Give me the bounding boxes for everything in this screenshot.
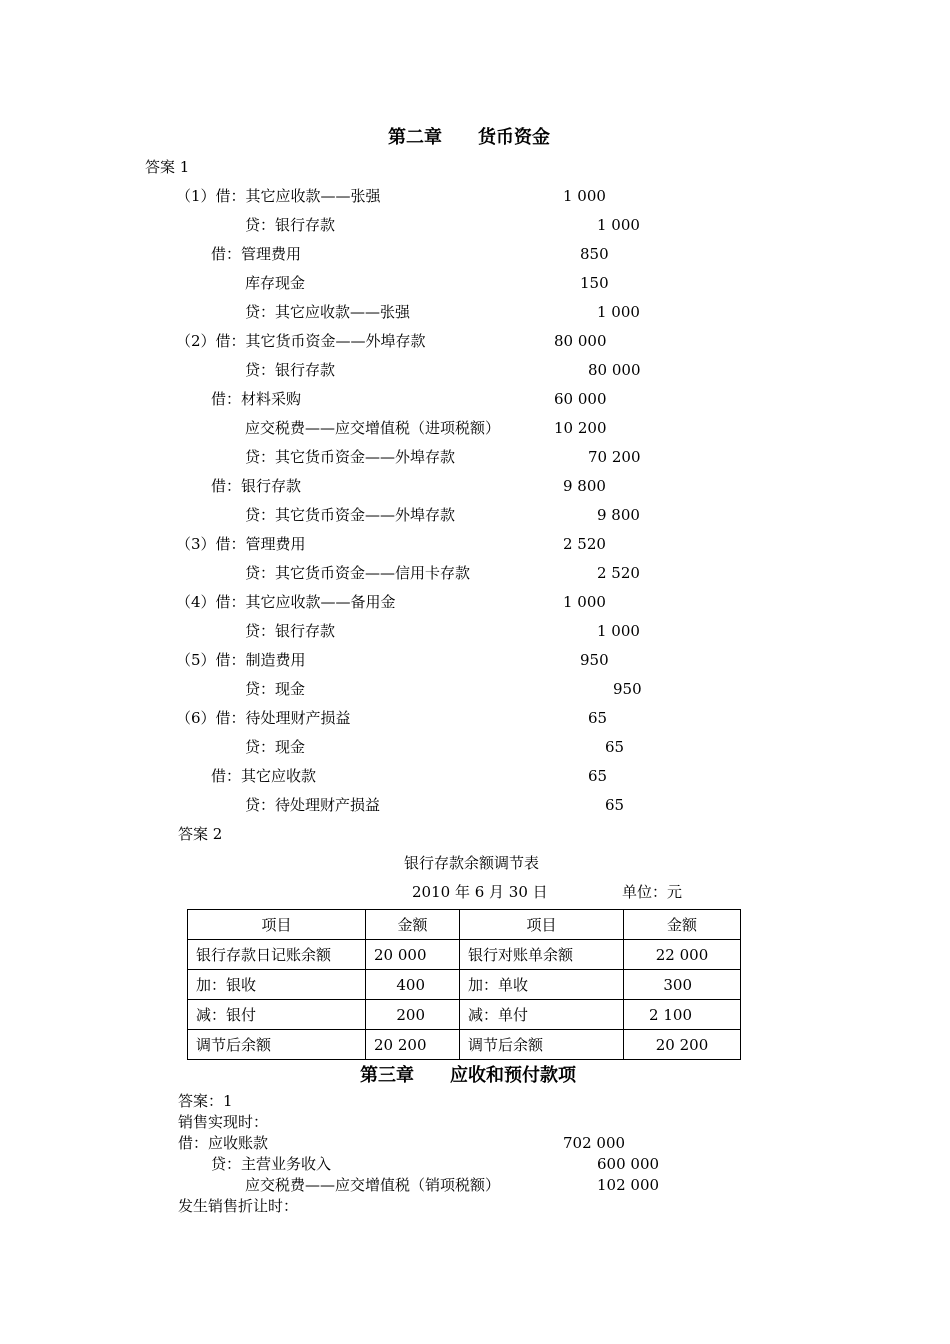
entry-amount: 600 000 [597,1155,660,1173]
entry-amount: 1 000 [563,187,606,205]
entry-amount: 1 000 [597,303,640,321]
entry-label: 借：材料采购 [211,390,302,408]
table-row [188,940,741,970]
entry-label: （2）借：其它货币资金——外埠存款 [176,332,426,350]
entry-label: 借：应收账款 [178,1134,269,1152]
entry-amount: 9 800 [563,477,606,495]
reconciliation-table [187,909,741,1060]
entry-label: 应交税费——应交增值税（进项税额） [245,419,501,437]
header-cell: 项目 [188,910,366,940]
table-cell: 2 100 [624,1000,741,1030]
entry-label: 库存现金 [245,274,306,292]
answer-label: 答案：1 [178,1092,233,1110]
entry-label: 贷：其它应收款——张强 [245,303,411,321]
entry-label: 借：银行存款 [211,477,302,495]
entry-label: 贷：现金 [245,680,306,698]
entry-amount: 80 000 [588,361,641,379]
table-cell: 300 [624,970,741,1000]
answer-label: 答案 2 [178,825,223,843]
table-cell: 加：单收 [460,970,624,1000]
table-cell: 20 200 [366,1030,460,1060]
entry-label: 贷：待处理财产损益 [245,796,381,814]
entry-amount: 1 000 [597,216,640,234]
entry-label: 贷：其它货币资金——外埠存款 [245,448,456,466]
entry-amount: 102 000 [597,1176,660,1194]
entry-label: （1）借：其它应收款——张强 [176,187,381,205]
text-line: 发生销售折让时： [178,1197,299,1215]
chapter-title: 第二章 货币资金 [388,127,550,148]
table-cell: 调节后余额 [188,1030,366,1060]
table-unit: 单位：元 [622,883,683,901]
entry-label: 应交税费——应交增值税（销项税额） [245,1176,501,1194]
entry-amount: 850 [580,245,609,263]
header-cell: 金额 [624,910,741,940]
entry-amount: 65 [588,767,608,785]
table-row [188,970,741,1000]
entry-label: 贷：其它货币资金——信用卡存款 [245,564,471,582]
entry-label: 贷：现金 [245,738,306,756]
entry-label: （3）借：管理费用 [176,535,306,553]
table-header-row [188,910,741,940]
entry-label: （5）借：制造费用 [176,651,306,669]
entry-amount: 80 000 [554,332,607,350]
table-cell: 22 000 [624,940,741,970]
header-cell: 项目 [460,910,624,940]
entry-amount: 10 200 [554,419,607,437]
entry-amount: 1 000 [597,622,640,640]
table-cell: 银行对账单余额 [460,940,624,970]
table-cell: 减：单付 [460,1000,624,1030]
entry-amount: 950 [613,680,642,698]
table-date: 2010 年 6 月 30 日 [412,883,548,901]
entry-amount: 2 520 [597,564,640,582]
entry-label: 贷：主营业务收入 [211,1155,332,1173]
entry-amount: 2 520 [563,535,606,553]
entry-label: 借：管理费用 [211,245,302,263]
table-cell: 20 200 [624,1030,741,1060]
table-cell: 银行存款日记账余额 [188,940,366,970]
entry-amount: 702 000 [563,1134,626,1152]
entry-label: 贷：其它货币资金——外埠存款 [245,506,456,524]
entry-amount: 70 200 [588,448,641,466]
answer-label: 答案 1 [145,158,190,176]
entry-label: 贷：银行存款 [245,622,336,640]
chapter-title: 第三章 应收和预付款项 [360,1065,576,1086]
entry-label: 借：其它应收款 [211,767,317,785]
entry-label: （6）借：待处理财产损益 [176,709,351,727]
entry-label: 贷：银行存款 [245,216,336,234]
header-cell: 金额 [366,910,460,940]
entry-amount: 1 000 [563,593,606,611]
table-cell: 400 [366,970,460,1000]
entry-amount: 950 [580,651,609,669]
entry-label: 贷：银行存款 [245,361,336,379]
entry-amount: 65 [588,709,608,727]
table-row [188,1030,741,1060]
entry-amount: 150 [580,274,609,292]
entry-amount: 65 [605,796,625,814]
text-line: 销售实现时： [178,1113,269,1131]
table-cell: 调节后余额 [460,1030,624,1060]
table-row [188,1000,741,1030]
entry-label: （4）借：其它应收款——备用金 [176,593,396,611]
table-cell: 20 000 [366,940,460,970]
entry-amount: 9 800 [597,506,640,524]
table-title: 银行存款余额调节表 [404,854,540,872]
entry-amount: 65 [605,738,625,756]
table-cell: 200 [366,1000,460,1030]
table-cell: 加：银收 [188,970,366,1000]
entry-amount: 60 000 [554,390,607,408]
table-cell: 减：银付 [188,1000,366,1030]
